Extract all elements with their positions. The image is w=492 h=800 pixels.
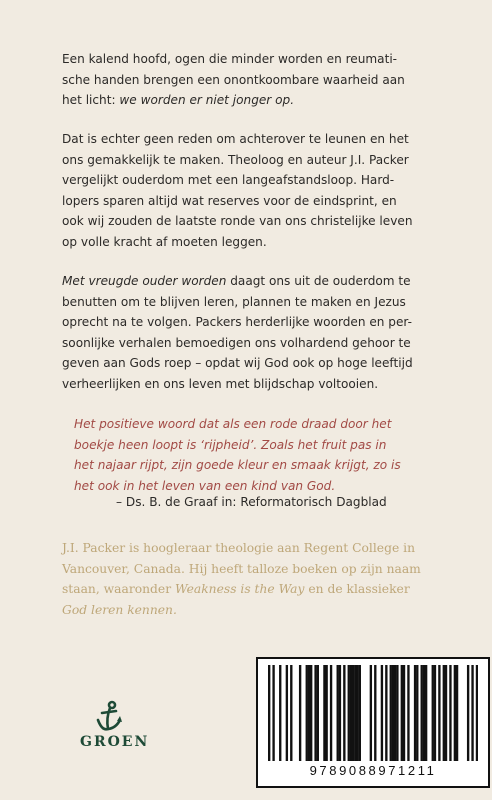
barcode-bar — [401, 665, 403, 761]
barcode-bar — [456, 665, 458, 761]
bio-book-title: Weakness is the Way — [174, 582, 305, 596]
quote-attribution: – Ds. B. de Graaf in: Reformatorisch Dagblad — [116, 495, 387, 509]
barcode-bar — [443, 665, 445, 761]
barcode-bar — [438, 665, 440, 761]
barcode-bar — [343, 665, 345, 761]
bio-text: J.I. Packer is hoogleraar theologie aan Regent College in Vancouver, Canada. Hij heeft talloze boeken op zijn naam staan, waaronder — [62, 541, 421, 596]
barcode-bar — [286, 665, 288, 761]
blurb-text: Een kalend hoofd, ogen die minder worden en reumati- sche handen brengen een onontkoombare waarheid aan het licht: — [62, 52, 405, 107]
barcode-bar — [476, 665, 478, 761]
publisher-name: GROEN — [80, 734, 150, 750]
blurb-text: daagt ons uit de ouderdom te benutten om te blijven leren, plannen te maken en Jezus oprecht na te volgen. Packers herderlijke woorden en per- soonlijke verhalen bemoedigen ons volhardend gehoor te geven aan Gods roep – opdat wij God ook op hoge leeftijd verheerlijken en ons leven met blijdschap voltooien. — [62, 274, 413, 391]
barcode-bar — [356, 665, 358, 761]
barcode-bar — [449, 665, 451, 761]
barcode-bar — [370, 665, 372, 761]
barcode-bars — [268, 665, 478, 761]
barcode-bar — [339, 665, 341, 761]
barcode-bar — [394, 665, 396, 761]
blurb-paragraph-2 — [62, 129, 442, 252]
barcode-bar — [354, 665, 356, 761]
barcode-bar — [425, 665, 427, 761]
barcode-bar — [272, 665, 274, 761]
barcode — [256, 657, 490, 788]
barcode-bar — [403, 665, 405, 761]
barcode-bar — [352, 665, 354, 761]
blurb-text-italic: we worden er niet jonger op. — [119, 93, 295, 107]
barcode-bar — [407, 665, 409, 761]
barcode-bar — [396, 665, 398, 761]
barcode-bar — [317, 665, 319, 761]
barcode-bar — [290, 665, 292, 761]
barcode-bar — [381, 665, 383, 761]
bio-text: en de klassieker — [308, 582, 410, 596]
barcode-bar — [350, 665, 352, 761]
isbn-number: 9789088971211 — [309, 763, 437, 778]
barcode-bar — [434, 665, 436, 761]
barcode-bar — [348, 665, 350, 761]
barcode-bar — [414, 665, 416, 761]
barcode-bar — [374, 665, 376, 761]
barcode-bar — [454, 665, 456, 761]
blurb-paragraph-3 — [62, 271, 442, 394]
barcode-bar — [308, 665, 310, 761]
barcode-bar — [423, 665, 425, 761]
barcode-bar — [310, 665, 312, 761]
barcode-bar — [330, 665, 332, 761]
barcode-bar — [323, 665, 325, 761]
barcode-bar — [390, 665, 392, 761]
barcode-bar — [306, 665, 308, 761]
barcode-bar — [467, 665, 469, 761]
barcode-bar — [359, 665, 361, 761]
blurb-text: Dat is echter geen reden om achterover te leunen en het ons gemakkelijk te maken. Theoloog en auteur J.I. Packer vergelijkt ouderdom met een langeafstandsloop. Hard- lopers sparen altijd wat reserves voor de eindsprint, en ook wij zouden de laatste ronde van ons christelijke leven op volle kracht af moeten leggen. — [62, 132, 413, 249]
barcode-bar — [268, 665, 270, 761]
publisher-logo — [80, 700, 170, 750]
blurb-paragraph-1 — [62, 49, 442, 111]
book-title-italic: Met vreugde ouder worden — [62, 274, 227, 288]
barcode-bar — [416, 665, 418, 761]
barcode-bar — [385, 665, 387, 761]
barcode-bar — [471, 665, 473, 761]
barcode-bar — [337, 665, 339, 761]
author-bio — [62, 538, 442, 620]
review-quote: Het positieve woord dat als een rode draad door het boekje heen loopt is ‘rijpheid’. Zoals het fruit pas in het najaar rijpt, zijn goede kleur en smaak krijgt, zo is het ook in het leven van een kind van God. — [74, 417, 401, 493]
barcode-bar — [325, 665, 327, 761]
barcode-bar — [299, 665, 301, 761]
barcode-bar — [445, 665, 447, 761]
barcode-bar — [392, 665, 394, 761]
barcode-bar — [279, 665, 281, 761]
barcode-bar — [421, 665, 423, 761]
barcode-bar — [314, 665, 316, 761]
bio-book-title: God leren kennen. — [62, 602, 177, 617]
anchor-icon — [94, 700, 124, 732]
barcode-bar — [432, 665, 434, 761]
